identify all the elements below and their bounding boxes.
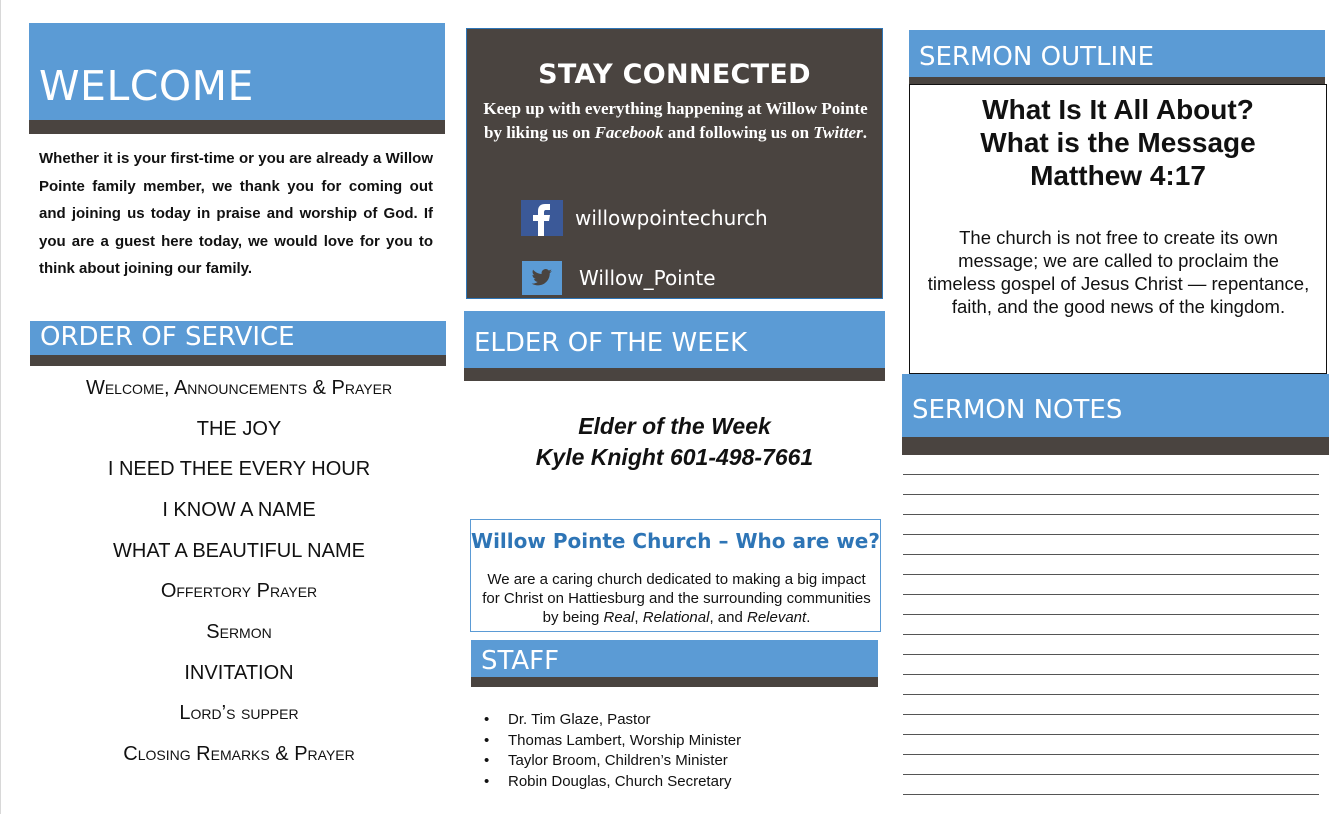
who-text-part1: We are a caring church dedicated to making a big impact for Christ on Hattiesburg and the surrounding communities by being [482, 571, 871, 626]
stay-text-part1: Keep up with everything happening at Willow Pointe by liking us on [483, 99, 868, 142]
sermon-scripture: Matthew 4:17 [1030, 160, 1206, 191]
service-item: I KNOW A NAME [162, 498, 316, 521]
note-line [903, 514, 1319, 515]
service-item: Welcome, Announcements & Prayer [85, 376, 393, 399]
staff-member: • Taylor Broom, Children’s Minister [508, 751, 741, 772]
facebook-word: Facebook [594, 123, 664, 142]
who-word-relational: Relational [642, 609, 710, 626]
who-are-we-box [470, 519, 881, 632]
who-word-relevant: Relevant [746, 609, 807, 626]
elder-header-bar [464, 368, 885, 381]
note-line [903, 634, 1319, 635]
note-line [903, 474, 1319, 475]
note-line [903, 794, 1319, 795]
who-word-real: Real [603, 609, 635, 626]
stay-connected-title: STAY CONNECTED [538, 59, 811, 90]
welcome-header [29, 23, 445, 120]
who-sep-1: , [634, 609, 643, 626]
staff-member: • Thomas Lambert, Worship Minister [508, 731, 741, 752]
sermon-outline-header [909, 30, 1325, 77]
twitter-link[interactable] [522, 261, 716, 295]
order-of-service-list [30, 368, 448, 775]
service-item: Sermon [206, 620, 272, 643]
twitter-icon [522, 261, 562, 295]
elder-info [464, 411, 885, 473]
note-line [903, 554, 1319, 555]
note-line [903, 734, 1319, 735]
service-item: I NEED THEE EVERY HOUR [107, 458, 371, 481]
sermon-outline-title [910, 93, 1326, 192]
sermon-notes-heading: SERMON NOTES [912, 395, 1123, 425]
elder-line-2: Kyle Knight 601-498-7661 [535, 444, 814, 470]
sermon-outline-box [909, 84, 1327, 374]
stay-text-part2: and following us on [663, 123, 814, 142]
elder-line-1: Elder of the Week [578, 413, 771, 439]
facebook-link[interactable] [521, 200, 768, 236]
staff-member: • Robin Douglas, Church Secretary [508, 772, 741, 793]
note-line [903, 694, 1319, 695]
service-item: Offertory Prayer [160, 580, 318, 603]
service-item: WHAT A BEAUTIFUL NAME [113, 539, 365, 562]
service-item: INVITATION [184, 661, 294, 684]
facebook-handle: willowpointechurch [575, 206, 768, 230]
twitter-word: Twitter [813, 123, 863, 142]
note-line [903, 774, 1319, 775]
stay-connected-text [477, 97, 874, 145]
who-are-we-text [481, 570, 872, 627]
sermon-notes-header [902, 374, 1329, 437]
sermon-outline-heading: SERMON OUTLINE [919, 42, 1155, 72]
staff-heading: STAFF [481, 646, 560, 676]
service-item: Lord’s supper [179, 702, 299, 725]
service-item: THE JOY [196, 417, 282, 440]
sermon-title-line-2: What is the Message [980, 127, 1256, 158]
who-text-end: . [806, 609, 811, 626]
stay-text-part3: . [862, 123, 867, 142]
service-item: Closing Remarks & Prayer [123, 743, 355, 766]
staff-list [508, 710, 741, 793]
note-line [903, 674, 1319, 675]
note-line [903, 494, 1319, 495]
page-edge [0, 0, 1, 814]
elder-header [464, 311, 885, 368]
order-of-service-heading: ORDER OF SERVICE [40, 322, 295, 352]
note-line [903, 574, 1319, 575]
note-line [903, 714, 1319, 715]
sermon-title-line-1: What Is It All About? [982, 94, 1254, 125]
staff-header [471, 640, 878, 677]
elder-heading: ELDER OF THE WEEK [474, 328, 748, 358]
who-are-we-title: Willow Pointe Church – Who are we? [471, 529, 880, 553]
note-line [903, 614, 1319, 615]
note-line [903, 594, 1319, 595]
note-line [903, 754, 1319, 755]
order-of-service-header-bar [30, 355, 446, 366]
note-line [903, 534, 1319, 535]
twitter-handle: Willow_Pointe [579, 266, 716, 290]
facebook-icon [521, 200, 563, 236]
sermon-outline-text: The church is not free to create its own message; we are called to proclaim the timeless gospel of Jesus Christ — repentance, faith, and the good news of the kingdom. [927, 227, 1310, 317]
welcome-heading: WELCOME [39, 62, 254, 110]
note-line [903, 654, 1319, 655]
staff-header-bar [471, 677, 878, 687]
welcome-text: Whether it is your first-time or you are already a Willow Pointe family member, we thank you for coming out and joining us today in praise and worship of God. If you are a guest here today, we would love for you to think about joining our family. [39, 150, 433, 277]
sermon-notes-header-bar [902, 437, 1329, 455]
staff-member: • Dr. Tim Glaze, Pastor [508, 710, 741, 731]
stay-connected-box [466, 28, 883, 299]
order-of-service-header [30, 321, 446, 355]
who-sep-2: , and [709, 609, 747, 626]
welcome-header-bar [29, 120, 445, 134]
